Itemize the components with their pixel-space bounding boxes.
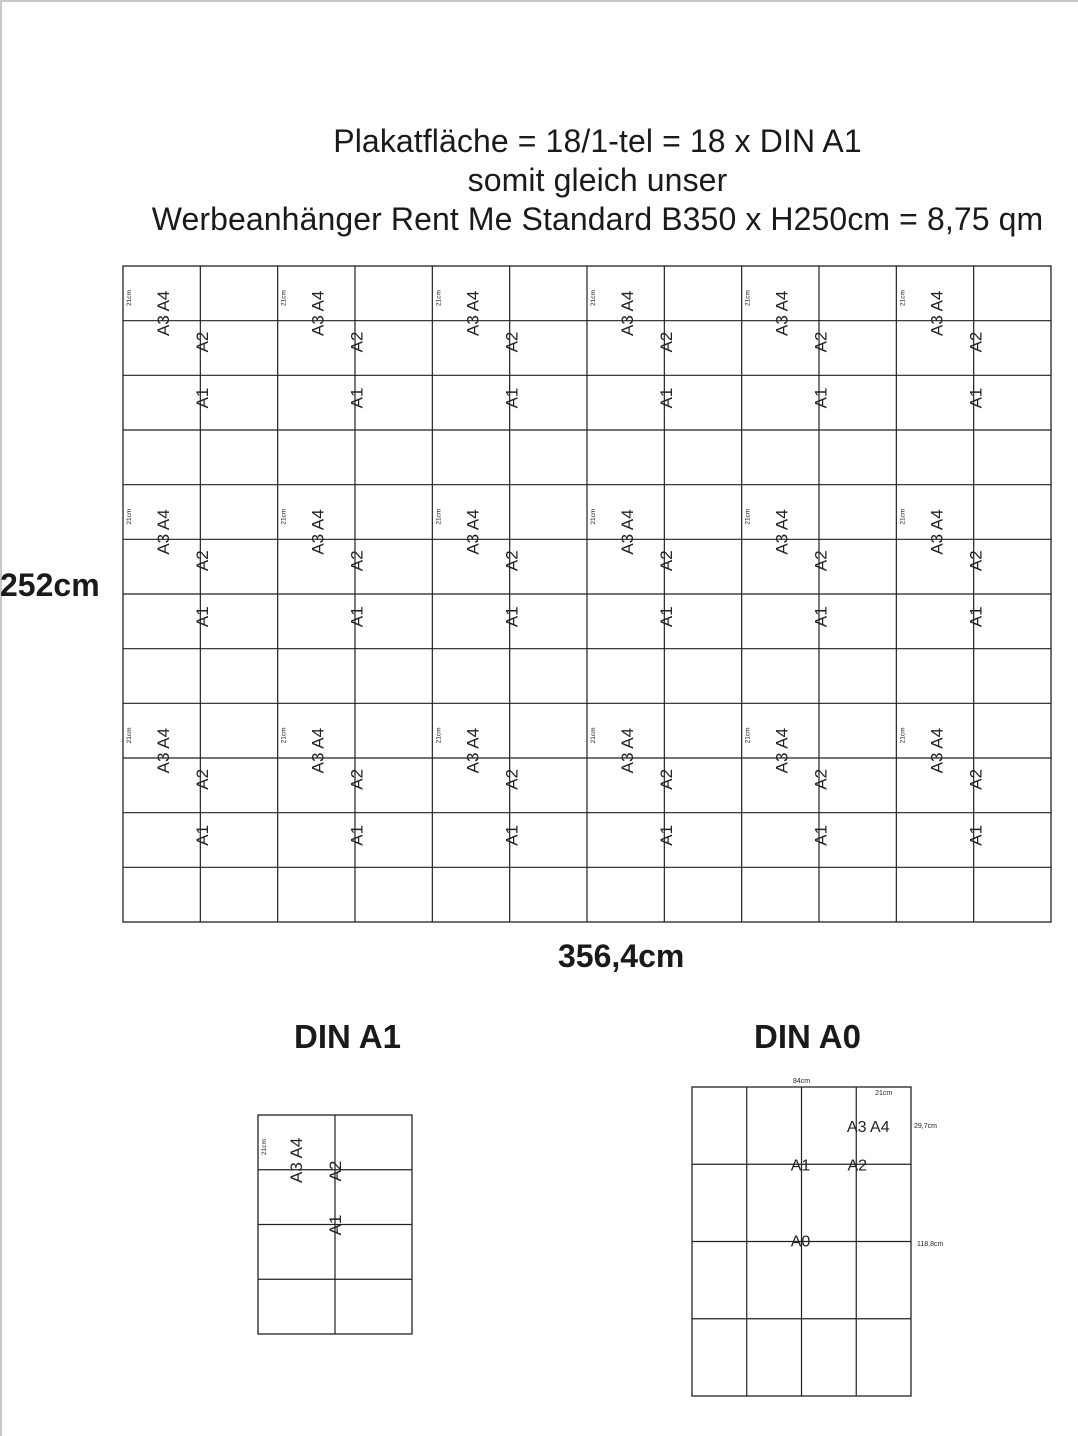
- poster-a2-label: A2: [657, 331, 676, 353]
- poster-a3a4-label: A3 A4: [463, 290, 483, 336]
- poster-a2-label: A2: [347, 331, 367, 353]
- poster-a2-label: A2: [193, 550, 212, 572]
- poster-a3a4-label: A3 A4: [927, 727, 947, 774]
- din-a1-a3a4-label: A3 A4: [287, 1137, 306, 1183]
- poster-a3a4-label: A3 A4: [154, 290, 173, 336]
- poster-small-dim-label: 21cm: [590, 727, 597, 744]
- poster-a2-label: A2: [657, 550, 676, 572]
- poster-small-dim-label: 21cm: [899, 508, 907, 525]
- din-a0-small-dim-label: 21cm: [875, 1090, 893, 1097]
- poster-a3a4-label: A3 A4: [154, 727, 173, 774]
- din-a1-small-dim-label: 21cm: [261, 1139, 268, 1155]
- poster-small-dim-label: 21cm: [126, 508, 133, 525]
- poster-small-dim-label: 21cm: [899, 727, 907, 744]
- poster-a3a4-label: A3 A4: [308, 727, 328, 774]
- poster-a1-label: A1: [502, 606, 522, 628]
- poster-a1-label: A1: [347, 387, 367, 409]
- din-a0-a3a4-label: A3 A4: [846, 1119, 890, 1136]
- poster-a1-label: A1: [966, 387, 986, 409]
- title-line-2: somit gleich unser: [467, 162, 728, 198]
- poster-a3a4-label: A3 A4: [308, 509, 328, 555]
- poster-small-dim-label: 21cm: [435, 508, 443, 525]
- poster-a2-label: A2: [502, 331, 522, 353]
- poster-a1-label: A1: [657, 824, 676, 846]
- poster-a3a4-label: A3 A4: [618, 290, 637, 336]
- poster-small-dim-label: 21cm: [435, 290, 443, 306]
- din-a0-mid-dim-label: 29,7cm: [914, 1123, 937, 1130]
- title-line-1: Plakatfläche = 18/1-tel = 18 x DIN A1: [333, 123, 862, 159]
- poster-a1-label: A1: [193, 606, 212, 628]
- din-a1-a1-label: A1: [326, 1214, 345, 1236]
- din-a1-a2-label: A2: [326, 1160, 345, 1182]
- height-label: 252cm: [0, 567, 100, 603]
- poster-a2-label: A2: [657, 768, 676, 790]
- poster-a3a4-label: A3 A4: [772, 727, 792, 774]
- din-a0-a0-label: A0: [790, 1233, 811, 1251]
- poster-a2-label: A2: [193, 331, 212, 353]
- poster-small-dim-label: 21cm: [126, 290, 133, 306]
- poster-a1-label: A1: [657, 387, 676, 409]
- poster-a1-label: A1: [502, 387, 522, 409]
- din-a0-width-dim-label: 84cm: [792, 1078, 811, 1085]
- din-a0-title: DIN A0: [754, 1018, 861, 1055]
- poster-a1-label: A1: [966, 824, 986, 846]
- poster-a2-label: A2: [811, 331, 831, 353]
- poster-a1-label: A1: [193, 387, 212, 409]
- poster-a2-label: A2: [811, 550, 831, 572]
- poster-a1-label: A1: [193, 824, 212, 846]
- din-a0-a1-label: A1: [790, 1157, 811, 1175]
- poster-a1-label: A1: [811, 606, 831, 628]
- poster-a2-label: A2: [193, 768, 212, 790]
- poster-a1-label: A1: [811, 387, 831, 409]
- poster-a1-label: A1: [966, 606, 986, 628]
- poster-small-dim-label: 21cm: [126, 727, 133, 744]
- poster-a2-label: A2: [966, 331, 986, 353]
- poster-a3a4-label: A3 A4: [463, 727, 483, 774]
- poster-a2-label: A2: [811, 768, 831, 790]
- poster-small-dim-label: 21cm: [590, 508, 597, 525]
- poster-a3a4-label: A3 A4: [463, 509, 483, 555]
- poster-a1-label: A1: [811, 824, 831, 846]
- poster-a1-label: A1: [657, 606, 676, 628]
- din-a0-height-dim-label: 118,8cm: [917, 1241, 944, 1248]
- poster-a3a4-label: A3 A4: [618, 727, 637, 774]
- poster-a2-label: A2: [966, 550, 986, 572]
- poster-a3a4-label: A3 A4: [772, 509, 792, 555]
- poster-a2-label: A2: [347, 550, 367, 572]
- poster-a2-label: A2: [966, 768, 986, 790]
- din-a0-a2-label: A2: [847, 1157, 868, 1175]
- title-line-3: Werbeanhänger Rent Me Standard B350 x H250cm = 8,75 qm: [151, 201, 1044, 237]
- poster-small-dim-label: 21cm: [280, 508, 288, 525]
- poster-a3a4-label: A3 A4: [927, 509, 947, 555]
- poster-small-dim-label: 21cm: [899, 290, 907, 306]
- poster-a2-label: A2: [502, 550, 522, 572]
- poster-small-dim-label: 21cm: [744, 508, 752, 525]
- poster-a1-label: A1: [347, 824, 367, 846]
- poster-small-dim-label: 21cm: [590, 290, 597, 306]
- poster-a2-label: A2: [347, 768, 367, 790]
- poster-small-dim-label: 21cm: [435, 727, 443, 744]
- poster-a1-label: A1: [347, 606, 367, 628]
- poster-a3a4-label: A3 A4: [154, 509, 173, 555]
- poster-a1-label: A1: [502, 824, 522, 846]
- poster-a3a4-label: A3 A4: [308, 290, 328, 336]
- poster-a3a4-label: A3 A4: [927, 290, 947, 336]
- poster-a2-label: A2: [502, 768, 522, 790]
- poster-small-dim-label: 21cm: [280, 290, 288, 306]
- poster-small-dim-label: 21cm: [744, 290, 752, 306]
- poster-a3a4-label: A3 A4: [618, 509, 637, 555]
- poster-small-dim-label: 21cm: [744, 727, 752, 744]
- poster-small-dim-label: 21cm: [280, 727, 288, 744]
- din-a1-title: DIN A1: [294, 1018, 401, 1055]
- poster-a3a4-label: A3 A4: [772, 290, 792, 336]
- width-label: 356,4cm: [558, 938, 685, 974]
